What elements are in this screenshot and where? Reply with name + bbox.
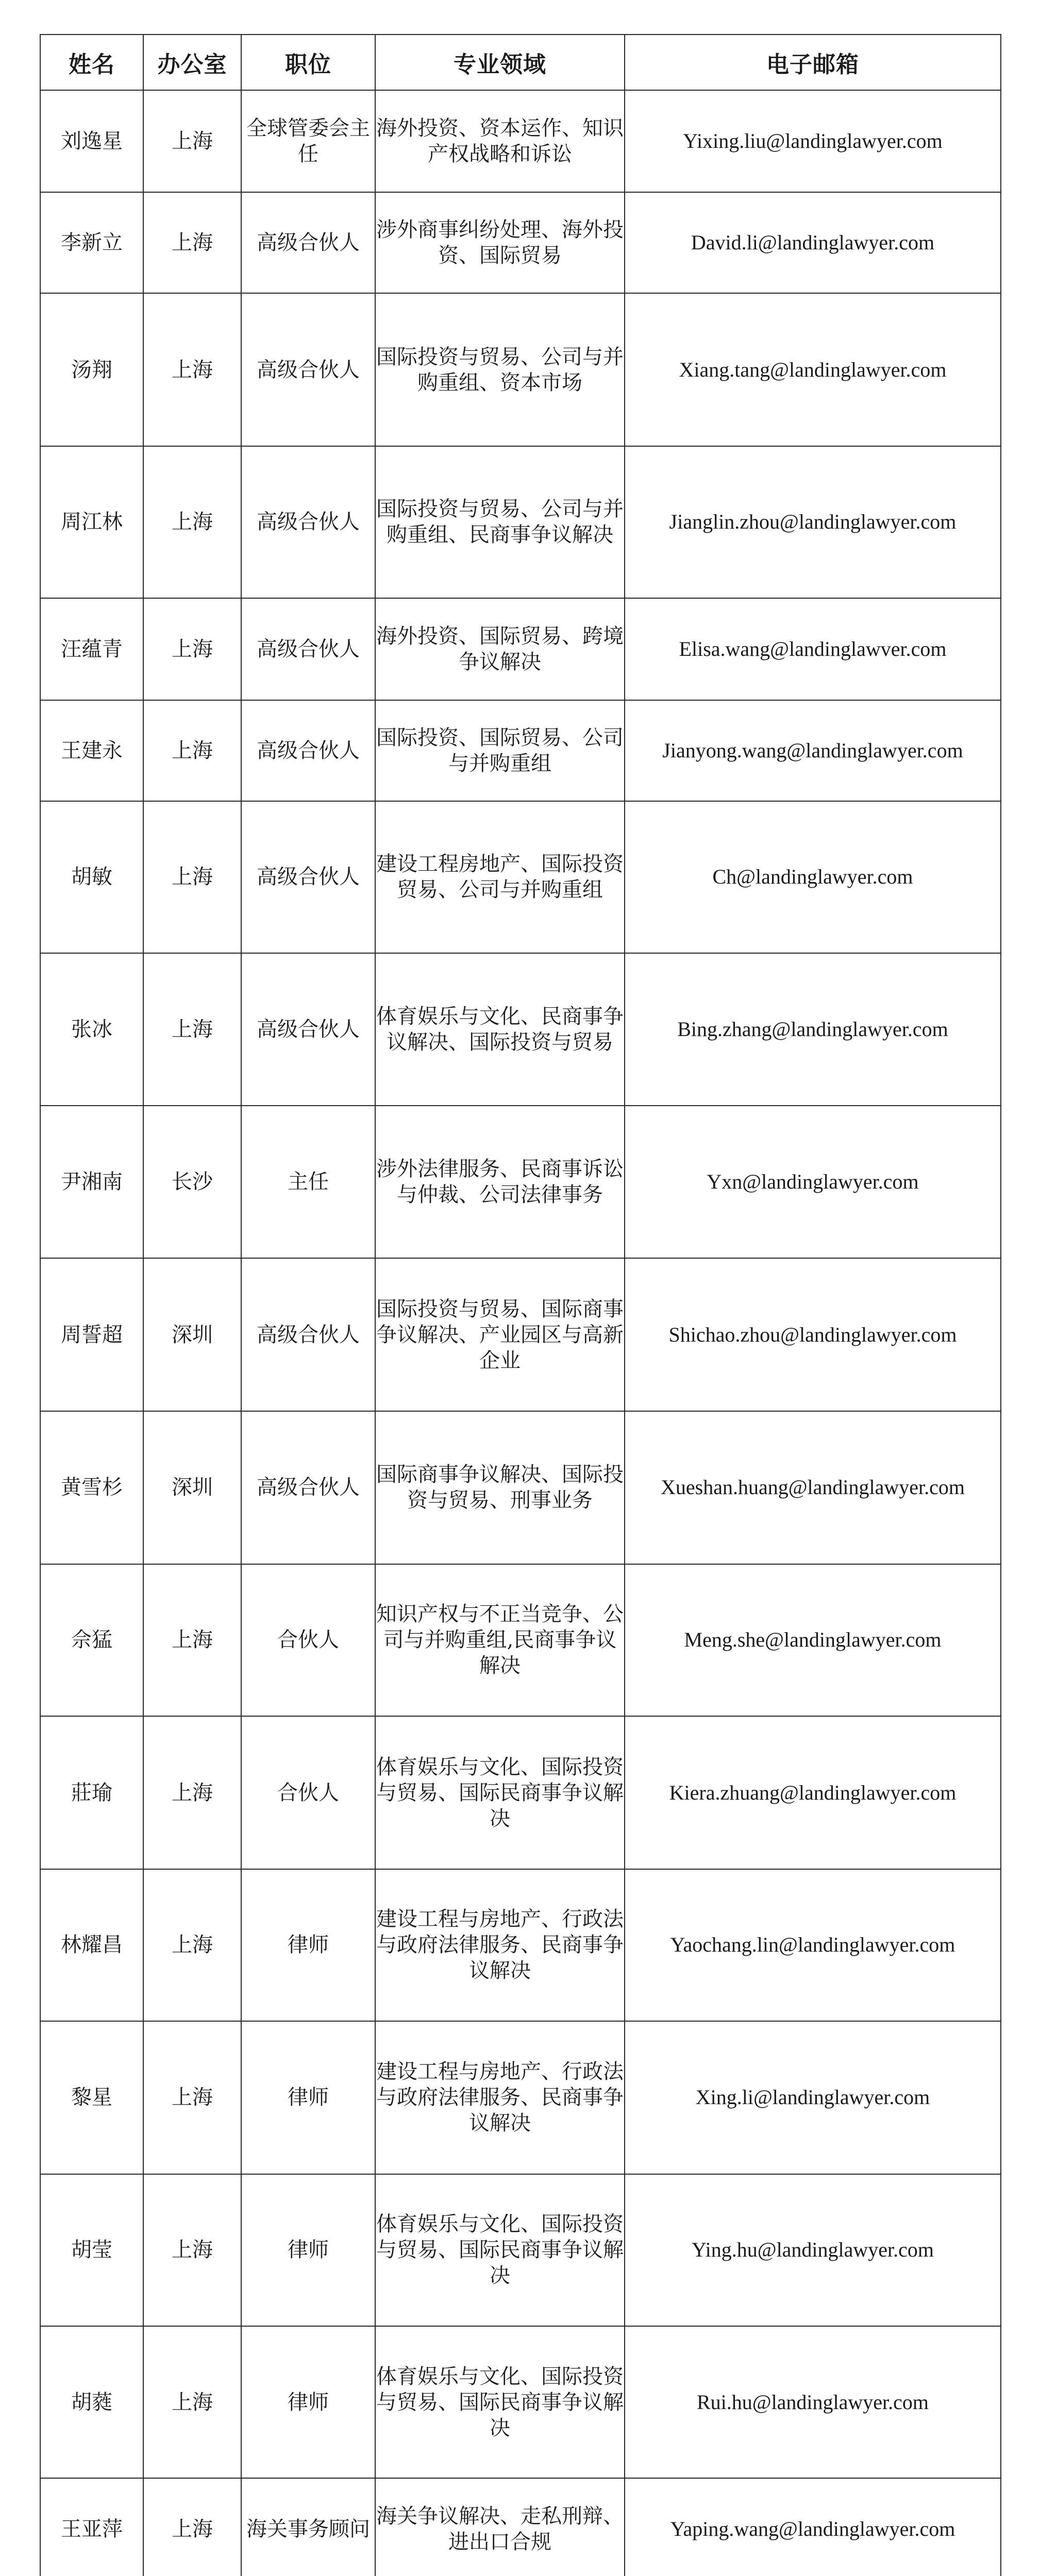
- cell-office: 上海: [143, 293, 241, 446]
- table-row: [40, 2174, 1001, 2327]
- cell-name: 黎星: [40, 2021, 143, 2174]
- cell-name: 莊瑜: [40, 1716, 143, 1869]
- cell-name: 周誓超: [40, 1258, 143, 1411]
- cell-expertise: 涉外商事纠纷处理、海外投资、国际贸易: [375, 192, 625, 293]
- cell-role: 合伙人: [241, 1716, 375, 1869]
- cell-expertise: 体育娱乐与文化、国际投资与贸易、国际民商事争议解决: [375, 1716, 625, 1869]
- cell-email: Yaping.wang@landinglawyer.com: [625, 2478, 1001, 2576]
- cell-name: 王建永: [40, 700, 143, 801]
- table-row: [40, 2021, 1001, 2174]
- cell-office: 深圳: [143, 1258, 241, 1411]
- table-row: [40, 1869, 1001, 2021]
- cell-email: Ch@landinglawyer.com: [625, 801, 1001, 953]
- cell-name: 胡敏: [40, 801, 143, 953]
- cell-office: 上海: [143, 598, 241, 700]
- table-row: [40, 293, 1001, 446]
- cell-role: 律师: [241, 1869, 375, 2021]
- cell-email: Ying.hu@landinglawyer.com: [625, 2174, 1001, 2327]
- cell-expertise: 体育娱乐与文化、民商事争议解决、国际投资与贸易: [375, 953, 625, 1106]
- cell-expertise: 海外投资、国际贸易、跨境争议解决: [375, 598, 625, 700]
- cell-role: 高级合伙人: [241, 598, 375, 700]
- header-office: 办公室: [143, 35, 241, 90]
- cell-role: 高级合伙人: [241, 293, 375, 446]
- cell-office: 上海: [143, 953, 241, 1106]
- cell-expertise: 国际投资、国际贸易、公司与并购重组: [375, 700, 625, 801]
- cell-office: 上海: [143, 2326, 241, 2478]
- cell-role: 律师: [241, 2021, 375, 2174]
- cell-email: Yxn@landinglawyer.com: [625, 1106, 1001, 1258]
- cell-office: 上海: [143, 700, 241, 801]
- cell-role: 高级合伙人: [241, 700, 375, 801]
- table-row: [40, 90, 1001, 192]
- cell-expertise: 知识产权与不正当竞争、公司与并购重组,民商事争议解决: [375, 1564, 625, 1717]
- cell-office: 上海: [143, 1564, 241, 1717]
- cell-office: 上海: [143, 192, 241, 293]
- cell-role: 律师: [241, 2326, 375, 2478]
- cell-expertise: 建设工程房地产、国际投资贸易、公司与并购重组: [375, 801, 625, 953]
- header-expertise: 专业领域: [375, 35, 625, 90]
- cell-office: 上海: [143, 446, 241, 598]
- cell-expertise: 涉外法律服务、民商事诉讼与仲裁、公司法律事务: [375, 1106, 625, 1258]
- cell-name: 尹湘南: [40, 1106, 143, 1258]
- cell-role: 高级合伙人: [241, 1258, 375, 1411]
- cell-email: Jianyong.wang@landinglawyer.com: [625, 700, 1001, 801]
- cell-office: 上海: [143, 2174, 241, 2327]
- table-header-row: [40, 35, 1001, 90]
- table-row: [40, 1106, 1001, 1258]
- cell-email: Kiera.zhuang@landinglawyer.com: [625, 1716, 1001, 1869]
- table-row: [40, 700, 1001, 801]
- cell-office: 上海: [143, 2478, 241, 2576]
- cell-office: 长沙: [143, 1106, 241, 1258]
- cell-email: Elisa.wang@landinglawver.com: [625, 598, 1001, 700]
- cell-role: 高级合伙人: [241, 801, 375, 953]
- cell-role: 全球管委会主任: [241, 90, 375, 192]
- cell-office: 上海: [143, 1869, 241, 2021]
- cell-name: 刘逸星: [40, 90, 143, 192]
- cell-office: 上海: [143, 801, 241, 953]
- cell-name: 周江林: [40, 446, 143, 598]
- cell-name: 王亚萍: [40, 2478, 143, 2576]
- table-row: [40, 953, 1001, 1106]
- cell-role: 高级合伙人: [241, 1411, 375, 1564]
- cell-office: 上海: [143, 2021, 241, 2174]
- cell-name: 张冰: [40, 953, 143, 1106]
- cell-expertise: 国际商事争议解决、国际投资与贸易、刑事业务: [375, 1411, 625, 1564]
- table-row: [40, 1411, 1001, 1564]
- cell-role: 高级合伙人: [241, 192, 375, 293]
- table-row: [40, 2478, 1001, 2576]
- cell-name: 李新立: [40, 192, 143, 293]
- cell-office: 深圳: [143, 1411, 241, 1564]
- table-row: [40, 1716, 1001, 1869]
- cell-email: Yaochang.lin@landinglawyer.com: [625, 1869, 1001, 2021]
- cell-name: 汤翔: [40, 293, 143, 446]
- cell-expertise: 国际投资与贸易、公司与并购重组、资本市场: [375, 293, 625, 446]
- cell-role: 高级合伙人: [241, 446, 375, 598]
- cell-email: Bing.zhang@landinglawyer.com: [625, 953, 1001, 1106]
- cell-email: Rui.hu@landinglawyer.com: [625, 2326, 1001, 2478]
- cell-expertise: 海关争议解决、走私刑辩、进出口合规: [375, 2478, 625, 2576]
- cell-name: 汪蕴青: [40, 598, 143, 700]
- cell-expertise: 国际投资与贸易、国际商事争议解决、产业园区与高新企业: [375, 1258, 625, 1411]
- cell-expertise: 体育娱乐与文化、国际投资与贸易、国际民商事争议解决: [375, 2326, 625, 2478]
- cell-email: Yixing.liu@landinglawyer.com: [625, 90, 1001, 192]
- table-row: [40, 1564, 1001, 1717]
- cell-expertise: 建设工程与房地产、行政法与政府法律服务、民商事争议解决: [375, 1869, 625, 2021]
- cell-role: 主任: [241, 1106, 375, 1258]
- cell-office: 上海: [143, 90, 241, 192]
- table-row: [40, 2326, 1001, 2478]
- cell-name: 黄雪杉: [40, 1411, 143, 1564]
- cell-email: Xueshan.huang@landinglawyer.com: [625, 1411, 1001, 1564]
- cell-expertise: 海外投资、资本运作、知识产权战略和诉讼: [375, 90, 625, 192]
- cell-email: David.li@landinglawyer.com: [625, 192, 1001, 293]
- cell-role: 合伙人: [241, 1564, 375, 1717]
- cell-email: Xing.li@landinglawyer.com: [625, 2021, 1001, 2174]
- cell-email: Shichao.zhou@landinglawyer.com: [625, 1258, 1001, 1411]
- lawyer-directory-table: [40, 34, 1001, 2576]
- cell-email: Jianglin.zhou@landinglawyer.com: [625, 446, 1001, 598]
- cell-email: Meng.she@landinglawyer.com: [625, 1564, 1001, 1717]
- cell-name: 胡蕤: [40, 2326, 143, 2478]
- header-email: 电子邮箱: [625, 35, 1001, 90]
- cell-expertise: 体育娱乐与文化、国际投资与贸易、国际民商事争议解决: [375, 2174, 625, 2327]
- table-row: [40, 1258, 1001, 1411]
- cell-name: 林耀昌: [40, 1869, 143, 2021]
- header-name: 姓名: [40, 35, 143, 90]
- cell-role: 律师: [241, 2174, 375, 2327]
- table-row: [40, 192, 1001, 293]
- cell-office: 上海: [143, 1716, 241, 1869]
- cell-name: 佘猛: [40, 1564, 143, 1717]
- header-role: 职位: [241, 35, 375, 90]
- table-row: [40, 801, 1001, 953]
- cell-role: 高级合伙人: [241, 953, 375, 1106]
- cell-expertise: 国际投资与贸易、公司与并购重组、民商事争议解决: [375, 446, 625, 598]
- cell-email: Xiang.tang@landinglawyer.com: [625, 293, 1001, 446]
- table-body: [40, 90, 1001, 2576]
- table-row: [40, 598, 1001, 700]
- cell-role: 海关事务顾问: [241, 2478, 375, 2576]
- cell-expertise: 建设工程与房地产、行政法与政府法律服务、民商事争议解决: [375, 2021, 625, 2174]
- table-row: [40, 446, 1001, 598]
- cell-name: 胡莹: [40, 2174, 143, 2327]
